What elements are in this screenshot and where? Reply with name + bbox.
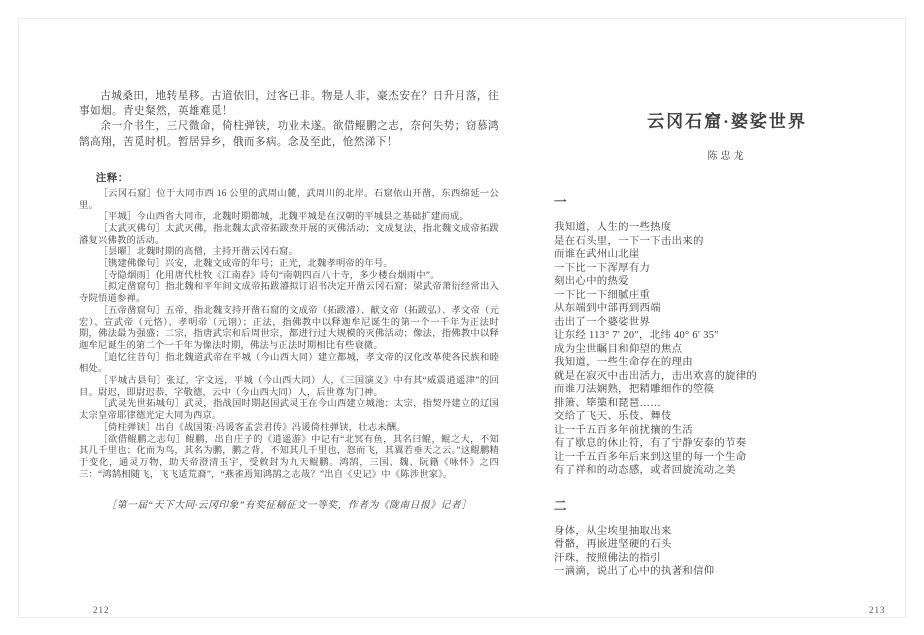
- poem-line: 交给了飞天、乐伎、舞伎: [554, 411, 672, 422]
- section-marker-two: 二: [554, 498, 568, 513]
- award-line: ［第一届“天下大同·云冈印象”有奖征稿征文一等奖，作者为《陇南日报》记者］: [106, 500, 472, 512]
- poem-line: 有了歇息的休止符，有了宁静安泰的节奏: [554, 438, 747, 449]
- poem-line: 身体，从尘埃里抽取出来: [554, 525, 672, 537]
- left-page: [79, 89, 499, 521]
- poem-line: 我知道，一些生命存在的理由: [554, 357, 693, 368]
- note-item: ［武灵先世拓城句］武灵，指战国时期赵国武灵王在今山西建立城池；太宗，指契丹建立的辽国太宗皇帝耶律德光定大同为西京。: [79, 399, 499, 422]
- prose-paragraph: 古城桑田，地转星移。古道依旧，过客已非。物是人非，豪杰安在？日升月落，往事如烟。青史粲然，英雄难觅！: [79, 91, 499, 118]
- poem-section-two: [554, 525, 900, 579]
- poem-line: 一滴滴，说出了心中的执著和信仰: [554, 566, 715, 577]
- poem-line: 骨骼，再嵌进坚硬的石头: [554, 539, 672, 550]
- note-item: ［平城古县句］张辽，字文远，平城（今山西大同）人，《三国演义》中有其“威震逍遥津”的回目。尉迟，即尉迟恭，字敬德，云中（今山西大同）人，后世尊为门神。: [79, 376, 499, 398]
- right-page: [554, 107, 900, 579]
- poem-line: 一下比一下浑厚有力: [554, 262, 651, 274]
- note-item: ［五帝凿窟句］五帝，指北魏支持开凿石窟的文成帝（拓跋濬）、献文帝（拓跋弘）、孝文帝（元宏）、宣武帝（元恪）、孝明帝（元诩）；正法，指佛教中以释迦牟尼诞生的第一个一千年为正法时期，佛法最为强盛；二宗，指唐武宗和后周世宗，都进行过大规模的灭佛活动；像法，指佛教中以释迦牟尼诞生的第二个一千年为像法时期，佛法与正法时期相比有些衰微。: [79, 305, 499, 351]
- section-marker-one: 一: [554, 195, 568, 209]
- prose-paragraph: 余一介书生，三尺微命，倚柱弹铗，功业未遂。欲借鲲鹏之志，奈何失势；窃慕鸿鹄高翔，苦觅时机。暂居异乡，俄而多病。念及至此，怆然涕下！: [79, 121, 499, 148]
- note-item: ［欲借鲲鹏之志句］鲲鹏，出自庄子的《逍遥游》中记有“北冥有鱼，其名曰鲲，鲲之大，不知其几千里也；化而为鸟，其名为鹏，鹏之背，不知其几千里也，怒而飞，其翼若垂天之云。”这鲲鹏精于变化，通灵万物，助天帝澄清玉宇，受敕封为九天鲲鹏。鸿鹄，三国、魏、阮籍《咏怀》之四三：“鸿鹄相随飞，飞飞适荒裔”，“燕雀焉知鸿鹄之志哉？”出自《史记》中《陈涉世家》。: [79, 434, 499, 480]
- poem-line: 而谁刀法娴熟，把精雕细作的箜篌: [554, 384, 715, 395]
- poem-section-one: [554, 221, 900, 478]
- poem-author: 陈忠龙: [707, 151, 747, 162]
- poem-line: 击出了一个婆娑世界: [554, 316, 651, 328]
- poem-line: 我知道，人生的一些热度: [554, 222, 672, 233]
- poem-line: 是在石头里，一下一下击出来的: [554, 235, 704, 247]
- poem-line: 让一千五百多年前扰攘的生活: [554, 424, 693, 436]
- page-spread: [18, 18, 906, 618]
- note-item: ［云冈石窟］位于大同市西 16 公里的武周山麓，武周川的北岸。石窟依山开凿，东西绵延一公里。: [79, 188, 499, 211]
- poem-line: 而谁在武州山北崖: [554, 249, 640, 260]
- poem-line: 排箫、筚篥和琵琶……: [554, 397, 661, 409]
- poem-line: 就是在寂灭中击出活力，击出欢喜的旋律的: [554, 370, 758, 382]
- note-item: ［追忆往昔句］指北魏道武帝在平城（今山西大同）建立都城，孝文帝的汉化改革使各民族和睦相处。: [79, 352, 499, 375]
- note-item: ［寺隐烟雨］化用唐代杜牧《江南春》诗句“南朝四百八十寺，多少楼台烟雨中”。: [98, 270, 440, 281]
- poem-title: 云冈石窟·婆娑世界: [647, 112, 807, 131]
- poem-line: 从东端到中部再到西端: [554, 303, 661, 314]
- poem-line: 一下比一下细腻庄重: [554, 289, 651, 301]
- poem-line: 刻出心中的热爱: [554, 276, 629, 287]
- note-item: ［镌建佛像句］兴安，北魏文成帝的年号；正光，北魏孝明帝的年号。: [98, 259, 393, 270]
- notes-list: [79, 189, 499, 482]
- page-number-left: 212: [93, 605, 110, 615]
- poem-line: 成为尘世瞩目和仰望的焦点: [554, 343, 683, 355]
- poem-line: 让一千五百多年后来到这里的每一个生命: [554, 451, 747, 463]
- note-item: ［拟定凿窟句］指北魏和平年间文成帝拓跋濬拟订诏书决定开凿云冈石窟；梁武帝萧衍经常出入寺院悟道参禅。: [79, 282, 499, 305]
- note-item: ［太武灭佛句］太武灭佛，指北魏太武帝拓跋焘开展的灭佛活动；文成复法，指北魏文成帝拓跋濬复兴佛教的活动。: [79, 223, 499, 246]
- poem-line: 让东经 113° 7′ 20″，北纬 40° 6′ 35″: [554, 330, 719, 341]
- note-item: ［倚柱弹铗］出自《战国策·冯谖客孟尝君传》冯谖倚柱弹铗，壮志未酬。: [98, 422, 406, 433]
- notes-heading: 注释：: [95, 171, 129, 184]
- poem-line: 有了祥和的动态感，或者回旋流动之美: [554, 465, 736, 476]
- poem-line: 汗珠，按照佛法的指引: [554, 552, 661, 564]
- page-number-right: 213: [869, 605, 886, 615]
- note-item: ［平城］今山西省大同市，北魏时期都城，北魏平城是在汉朝的平城县之基础扩建而成。: [98, 212, 469, 223]
- note-item: ［昙曜］北魏时期的高僧，主持开凿云冈石窟。: [98, 247, 298, 258]
